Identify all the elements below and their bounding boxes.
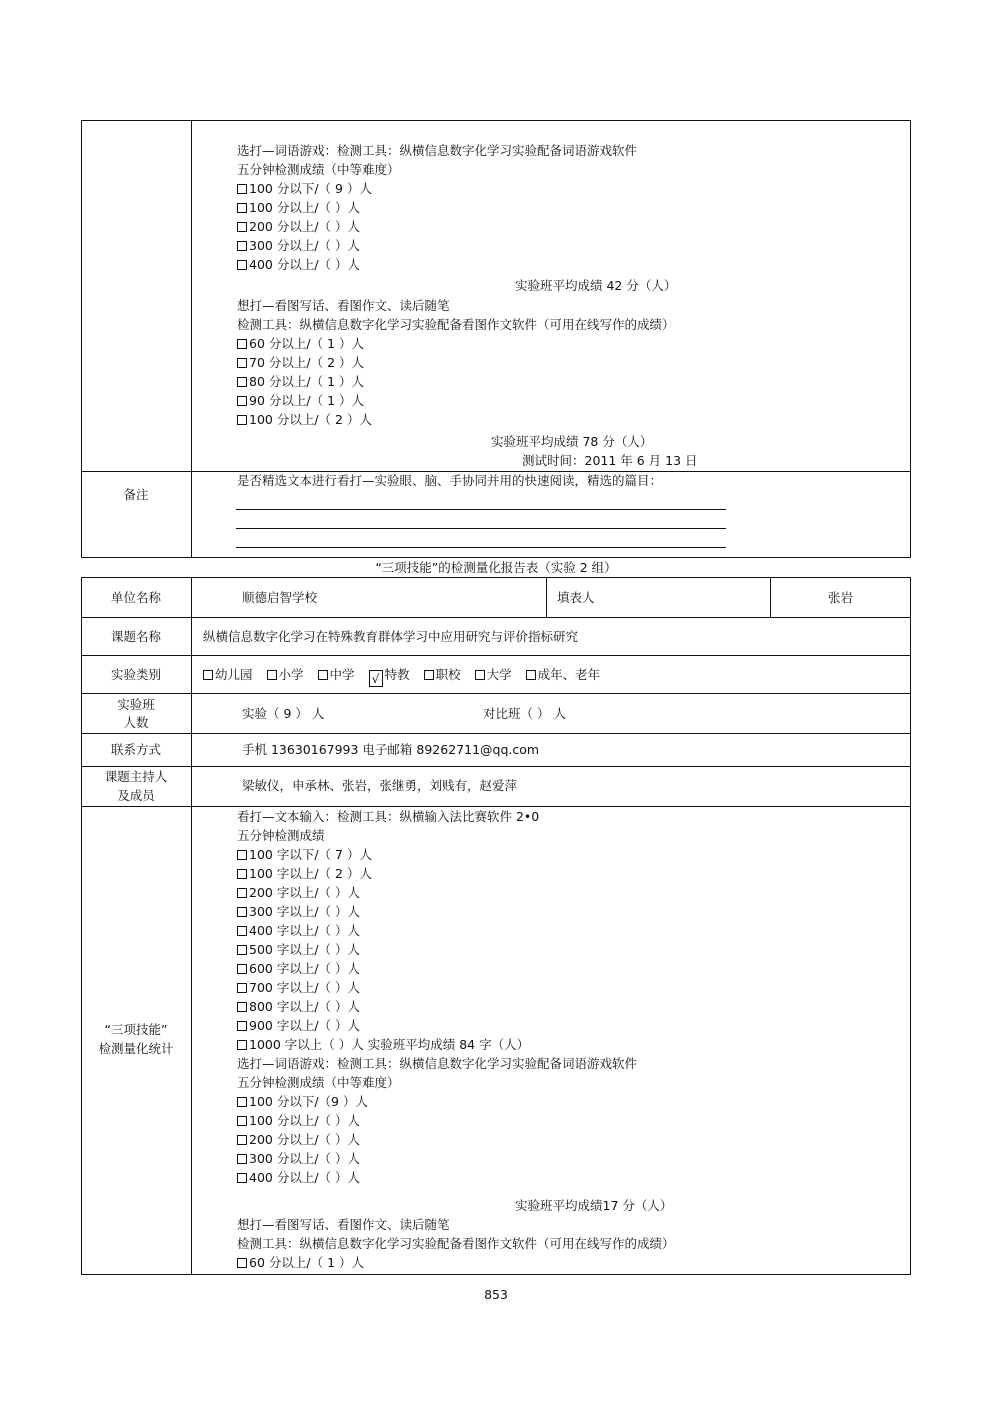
- checkbox-icon[interactable]: [237, 339, 247, 349]
- type-options: [203, 665, 614, 684]
- checkbox-icon[interactable]: [237, 983, 247, 993]
- type-option-label: 小学: [278, 667, 304, 682]
- line-text: 100 字以下/（ 7 ）人: [249, 847, 372, 862]
- page-number: 853: [484, 1287, 508, 1302]
- line-text: 100 分以上/（ 2 ）人: [249, 412, 372, 427]
- table-2-divider: [191, 577, 192, 1275]
- row-line: [81, 733, 911, 734]
- line-text: 700 字以上/（ ）人: [249, 980, 361, 995]
- checkbox-line: [237, 391, 675, 410]
- checkbox-line: [237, 883, 637, 902]
- row-line: [81, 766, 911, 767]
- type-option[interactable]: [267, 665, 304, 684]
- checkbox-icon[interactable]: [203, 670, 213, 680]
- checkbox-icon[interactable]: [267, 670, 277, 680]
- class-size-label-1: 实验班: [117, 697, 155, 712]
- table-1-section-2: [237, 296, 675, 429]
- checkbox-line: [237, 372, 675, 391]
- text-line: [237, 1234, 675, 1253]
- topic-label: 课题名称: [110, 629, 161, 644]
- topic-value: 纵横信息数字化学习在特殊教育群体学习中应用研究与评价指标研究: [203, 629, 579, 644]
- checkbox-icon[interactable]: [237, 396, 247, 406]
- line-text: 200 分以上/（ ）人: [249, 1132, 361, 1147]
- remarks-label: 备注: [123, 487, 149, 502]
- line-text: 看打—文本输入：检测工具：纵横输入法比赛软件 2•0: [237, 809, 540, 824]
- line-text: 60 分以上/（ 1 ）人: [249, 336, 364, 351]
- line-text: 选打—词语游戏：检测工具：纵横信息数字化学习实验配备词语游戏软件: [237, 143, 638, 158]
- checkbox-icon[interactable]: [237, 1135, 247, 1145]
- table-2-caption: “三项技能”的检测量化报告表（实验 2 组）: [375, 560, 617, 575]
- row-line: [81, 693, 911, 694]
- checkbox-icon[interactable]: [237, 358, 247, 368]
- checkbox-icon[interactable]: [318, 670, 328, 680]
- type-option[interactable]: [203, 665, 253, 684]
- checkbox-icon[interactable]: [237, 1116, 247, 1126]
- line-text: 400 分以上/（ ）人: [249, 257, 361, 272]
- line-text: 800 字以上/（ ）人: [249, 999, 361, 1014]
- line-text: 90 分以上/（ 1 ）人: [249, 393, 364, 408]
- checkbox-line: [237, 1168, 637, 1187]
- checkbox-line: [237, 940, 637, 959]
- text-line: [237, 315, 675, 334]
- type-label: 实验类别: [110, 667, 161, 682]
- checkbox-icon[interactable]: [526, 670, 536, 680]
- checkbox-icon[interactable]: [237, 1002, 247, 1012]
- checkbox-line: [237, 921, 637, 940]
- text-line: [237, 1054, 637, 1073]
- type-option-label: 职校: [435, 667, 461, 682]
- checkbox-line: [237, 410, 675, 429]
- checkbox-icon[interactable]: [237, 964, 247, 974]
- checkbox-icon[interactable]: [237, 184, 247, 194]
- line-text: 200 分以上/（ ）人: [249, 219, 361, 234]
- members-label-1: 课题主持人: [104, 769, 168, 784]
- type-option[interactable]: [475, 665, 512, 684]
- line-text: 70 分以上/（ 2 ）人: [249, 355, 364, 370]
- line-text: 200 字以上/（ ）人: [249, 885, 361, 900]
- type-option-label: 中学: [329, 667, 355, 682]
- text-line: [237, 1073, 637, 1092]
- text-line: [237, 160, 637, 179]
- stats-lines: [237, 807, 637, 1187]
- filler-label: 填表人: [557, 590, 595, 605]
- checkbox-line: [237, 198, 637, 217]
- checkbox-line: [237, 179, 637, 198]
- checkbox-icon[interactable]: [237, 945, 247, 955]
- checkbox-icon[interactable]: [237, 1040, 247, 1050]
- checkbox-line: [237, 217, 637, 236]
- checkbox-icon[interactable]: [237, 222, 247, 232]
- line-text: 100 字以上/（ 2 ）人: [249, 866, 372, 881]
- text-line: [237, 807, 637, 826]
- members-value: 梁敏仪，申承林、张岩，张继勇，刘贱有，赵爱萍: [242, 778, 518, 793]
- stats-lines-b: [237, 1215, 675, 1272]
- checkbox-icon[interactable]: [237, 888, 247, 898]
- checkbox-line: [237, 1130, 637, 1149]
- line-text: 300 分以上/（ ）人: [249, 1151, 361, 1166]
- checkbox-icon[interactable]: [237, 377, 247, 387]
- row-line: [81, 655, 911, 656]
- checkbox-line: [237, 902, 637, 921]
- checkbox-icon[interactable]: [237, 241, 247, 251]
- remarks-blank-line-3: [236, 547, 726, 548]
- unit-value: 顺德启智学校: [242, 590, 318, 605]
- type-option-label: 特教: [384, 667, 410, 682]
- checkbox-line: [237, 1016, 637, 1035]
- checkbox-icon[interactable]: [237, 850, 247, 860]
- checkbox-icon[interactable]: [237, 907, 247, 917]
- unit-filler-divider: [546, 577, 547, 617]
- line-text: 100 分以上/（ ）人: [249, 200, 361, 215]
- checkbox-line: [237, 1253, 675, 1272]
- stats-label-2: 检测量化统计: [98, 1041, 174, 1056]
- checkbox-icon[interactable]: [237, 1173, 247, 1183]
- unit-label: 单位名称: [110, 590, 161, 605]
- filler-value: 张岩: [827, 590, 853, 605]
- line-text: 900 字以上/（ ）人: [249, 1018, 361, 1033]
- remarks-blank-line-1: [236, 509, 726, 510]
- line-text: 选打—词语游戏：检测工具：纵横信息数字化学习实验配备词语游戏软件: [237, 1056, 638, 1071]
- line-text: 五分钟检测成绩（中等难度）: [237, 162, 400, 177]
- checkbox-line: [237, 353, 675, 372]
- checkbox-line: [237, 1111, 637, 1130]
- line-text: 100 分以下/（ 9 ）人: [249, 181, 372, 196]
- checkbox-icon[interactable]: [237, 1258, 247, 1268]
- text-line: [237, 826, 637, 845]
- text-line: [237, 141, 637, 160]
- line-text: 1000 字以上（ ）人 实验班平均成绩 84 字（人）: [249, 1037, 530, 1052]
- control-class-count: 对比班（ ） 人: [483, 706, 566, 721]
- line-text: 想打—看图写话、看图作文、读后随笔: [237, 1217, 450, 1232]
- checkbox-icon[interactable]: [237, 203, 247, 213]
- line-text: 600 字以上/（ ）人: [249, 961, 361, 976]
- contact-label: 联系方式: [110, 742, 161, 757]
- checkbox-line: [237, 959, 637, 978]
- line-text: 500 字以上/（ ）人: [249, 942, 361, 957]
- checkbox-icon[interactable]: [237, 1097, 247, 1107]
- checkbox-icon[interactable]: [237, 1154, 247, 1164]
- checkbox-line: [237, 1149, 637, 1168]
- section-2-average: 实验班平均成绩 78 分（人）: [491, 434, 653, 449]
- checkbox-line: [237, 1092, 637, 1111]
- text-line: [237, 296, 675, 315]
- checkbox-line: [237, 978, 637, 997]
- line-text: 400 分以上/（ ）人: [249, 1170, 361, 1185]
- type-option[interactable]: [369, 665, 410, 687]
- type-option[interactable]: [318, 665, 355, 684]
- checkbox-line: [237, 997, 637, 1016]
- remarks-blank-line-2: [236, 528, 726, 529]
- line-text: 100 分以下/（9 ）人: [249, 1094, 368, 1109]
- type-option[interactable]: [526, 665, 601, 684]
- checked-box-icon[interactable]: √: [369, 670, 383, 687]
- type-option-label: 大学: [486, 667, 512, 682]
- table-1-divider: [191, 120, 192, 558]
- line-text: 60 分以上/（ 1 ）人: [249, 1255, 364, 1270]
- type-option-label: 成年、老年: [537, 667, 601, 682]
- checkbox-icon[interactable]: [237, 926, 247, 936]
- line-text: 100 分以上/（ ）人: [249, 1113, 361, 1128]
- checkbox-line: [237, 864, 637, 883]
- checkbox-line: [237, 1035, 637, 1054]
- line-text: 80 分以上/（ 1 ）人: [249, 374, 364, 389]
- checkbox-icon[interactable]: [237, 260, 247, 270]
- checkbox-icon[interactable]: [237, 1021, 247, 1031]
- line-text: 五分钟检测成绩: [237, 828, 325, 843]
- line-text: 检测工具：纵横信息数字化学习实验配备看图作文软件（可用在线写作的成绩）: [237, 1236, 675, 1251]
- line-text: 检测工具：纵横信息数字化学习实验配备看图作文软件（可用在线写作的成绩）: [237, 317, 675, 332]
- checkbox-icon[interactable]: [424, 670, 434, 680]
- section-1-average: 实验班平均成绩 42 分（人）: [515, 278, 677, 293]
- stats-label-1: “三项技能”: [104, 1022, 168, 1037]
- line-text: 300 字以上/（ ）人: [249, 904, 361, 919]
- text-line: [237, 1215, 675, 1234]
- contact-value: 手机 13630167993 电子邮箱 89262711@qq.com: [242, 742, 540, 757]
- line-text: 400 字以上/（ ）人: [249, 923, 361, 938]
- table-1-section-1: [237, 141, 637, 274]
- checkbox-icon[interactable]: [475, 670, 485, 680]
- checkbox-icon[interactable]: [237, 869, 247, 879]
- members-label-2: 及成员: [117, 788, 155, 803]
- checkbox-line: [237, 236, 637, 255]
- line-text: 300 分以上/（ ）人: [249, 238, 361, 253]
- experiment-class-count: 实验（ 9 ） 人: [242, 706, 325, 721]
- line-text: 五分钟检测成绩（中等难度）: [237, 1075, 400, 1090]
- line-text: 想打—看图写话、看图作文、读后随笔: [237, 298, 450, 313]
- type-option[interactable]: [424, 665, 461, 684]
- stats-average: 实验班平均成绩17 分（人）: [515, 1198, 673, 1213]
- type-option-label: 幼儿园: [215, 667, 253, 682]
- remarks-text: 是否精选文本进行看打—实验眼、脑、手协同并用的快速阅读，精选的篇目：: [237, 473, 663, 488]
- row-line: [81, 617, 911, 618]
- checkbox-line: [237, 334, 675, 353]
- checkbox-line: [237, 255, 637, 274]
- test-date: 测试时间：2011 年 6 月 13 日: [522, 453, 698, 468]
- checkbox-icon[interactable]: [237, 415, 247, 425]
- checkbox-line: [237, 845, 637, 864]
- class-size-label-2: 人数: [123, 715, 149, 730]
